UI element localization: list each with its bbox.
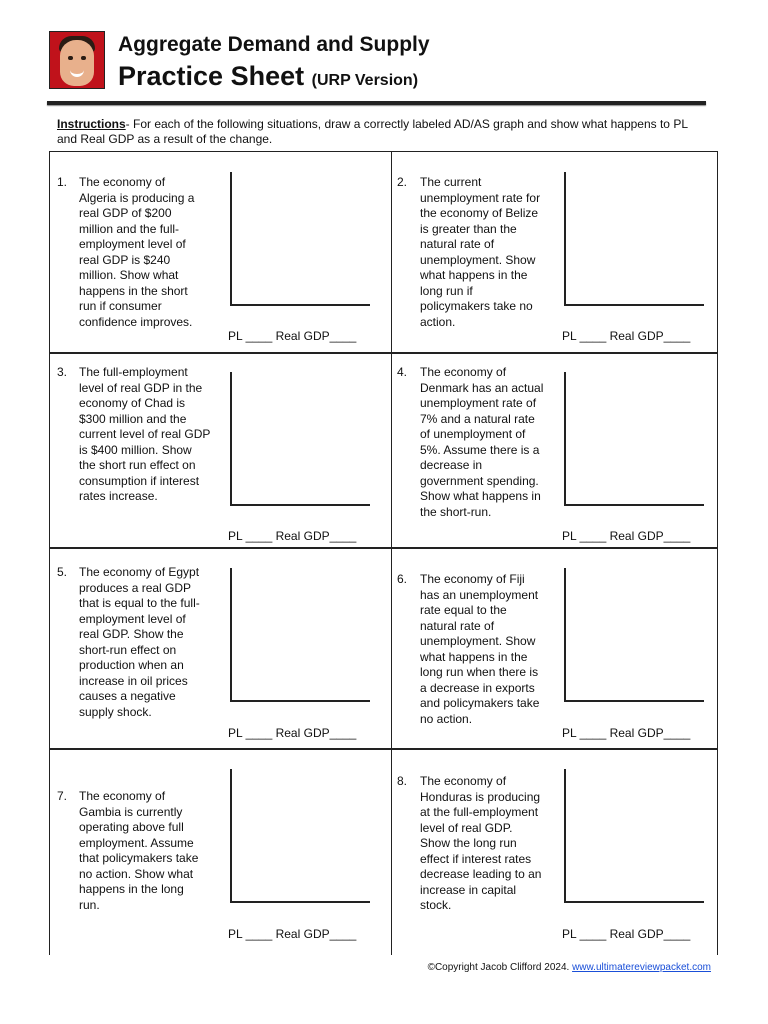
graph-x-axis[interactable] [230,504,370,506]
question-text: The economy of Egypt produces a real GDP that is equal to the full-employment level of real GDP. Show the short-run effect on production when an increase in oil prices causes a negative supply shock. [79,565,200,719]
graph-y-axis[interactable] [230,769,232,903]
author-photo [49,31,105,89]
question-text: The economy of Honduras is producing at the full-employment level of real GDP. Show the long run effect if interest rates decrease leading to an increase in capital stock. [420,774,542,912]
question-number: 8. [397,774,408,788]
grid-row-divider [49,547,718,549]
graph-y-axis[interactable] [230,372,232,506]
grid-row-divider [49,748,718,750]
page-footer [428,962,711,973]
graph-x-axis[interactable] [564,504,704,506]
question-text: The current unemployment rate for the economy of Belize is greater than the natural rate of unemployment. Show what happens in the long run if policymakers take no action. [420,175,541,329]
subtitle-text: Practice Sheet [118,61,305,91]
graph-x-axis[interactable] [564,700,704,702]
question-text: The economy of Fiji has an unemployment rate equal to the natural rate of unemployment. Show what happens in the long run when there is a decrease in exports and policymakers take no action. [420,572,540,726]
answer-blanks[interactable]: PL ____ Real GDP____ [228,726,357,740]
graph-y-axis[interactable] [230,172,232,306]
grid-column-divider [391,151,392,955]
page-title: Aggregate Demand and Supply [118,33,430,56]
instructions-lead: Instructions [57,117,126,131]
question-number: 7. [57,789,68,803]
answer-blanks[interactable]: PL ____ Real GDP____ [562,329,691,343]
graph-x-axis[interactable] [230,304,370,306]
question-number: 2. [397,175,408,189]
copyright-text: ©Copyright Jacob Clifford 2024. [427,962,573,973]
question-text: The economy of Gambia is currently operating above full employment. Assume that policymakers take no action. Show what happens in the long run. [79,789,199,912]
question-text: The economy of Denmark has an actual unemployment rate of 7% and a natural rate of unemployment of 5%. Assume there is a decrease in government spending. Show what happens in the short-run. [420,365,544,519]
version-label: (URP Version) [311,72,419,89]
graph-y-axis[interactable] [564,372,566,506]
question-number: 3. [57,365,68,379]
graph-x-axis[interactable] [564,901,704,903]
graph-y-axis[interactable] [230,568,232,702]
question-number: 4. [397,365,408,379]
answer-blanks[interactable]: PL ____ Real GDP____ [562,927,691,941]
header-divider [47,101,706,105]
question-text: The full-employment level of real GDP in the economy of Chad is $300 million and the current level of real GDP is $400 million. Show the short run effect on consumption if interest rates increase. [79,365,211,503]
instructions-text: - For each of the following situations, draw a correctly labeled AD/AS graph and show what happens to PL and Real GDP as a result of the change. [57,117,688,146]
graph-y-axis[interactable] [564,769,566,903]
graph-y-axis[interactable] [564,568,566,702]
question-number: 1. [57,175,68,189]
answer-blanks[interactable]: PL ____ Real GDP____ [228,529,357,543]
answer-blanks[interactable]: PL ____ Real GDP____ [562,529,691,543]
page-subtitle [118,61,418,92]
answer-blanks[interactable]: PL ____ Real GDP____ [228,329,357,343]
graph-x-axis[interactable] [230,901,370,903]
answer-blanks[interactable]: PL ____ Real GDP____ [228,927,357,941]
graph-y-axis[interactable] [564,172,566,306]
page-header [49,31,709,93]
instructions [57,117,707,147]
graph-x-axis[interactable] [564,304,704,306]
question-text: The economy of Algeria is producing a real GDP of $200 million and the full-employment level of real GDP is $240 million. Show what happens in the short run if consumer confidence improves. [79,175,195,329]
graph-x-axis[interactable] [230,700,370,702]
question-number: 5. [57,565,68,579]
question-number: 6. [397,572,408,586]
answer-blanks[interactable]: PL ____ Real GDP____ [562,726,691,740]
grid-row-divider [49,352,718,354]
website-link[interactable]: www.ultimatereviewpacket.com [572,962,711,973]
